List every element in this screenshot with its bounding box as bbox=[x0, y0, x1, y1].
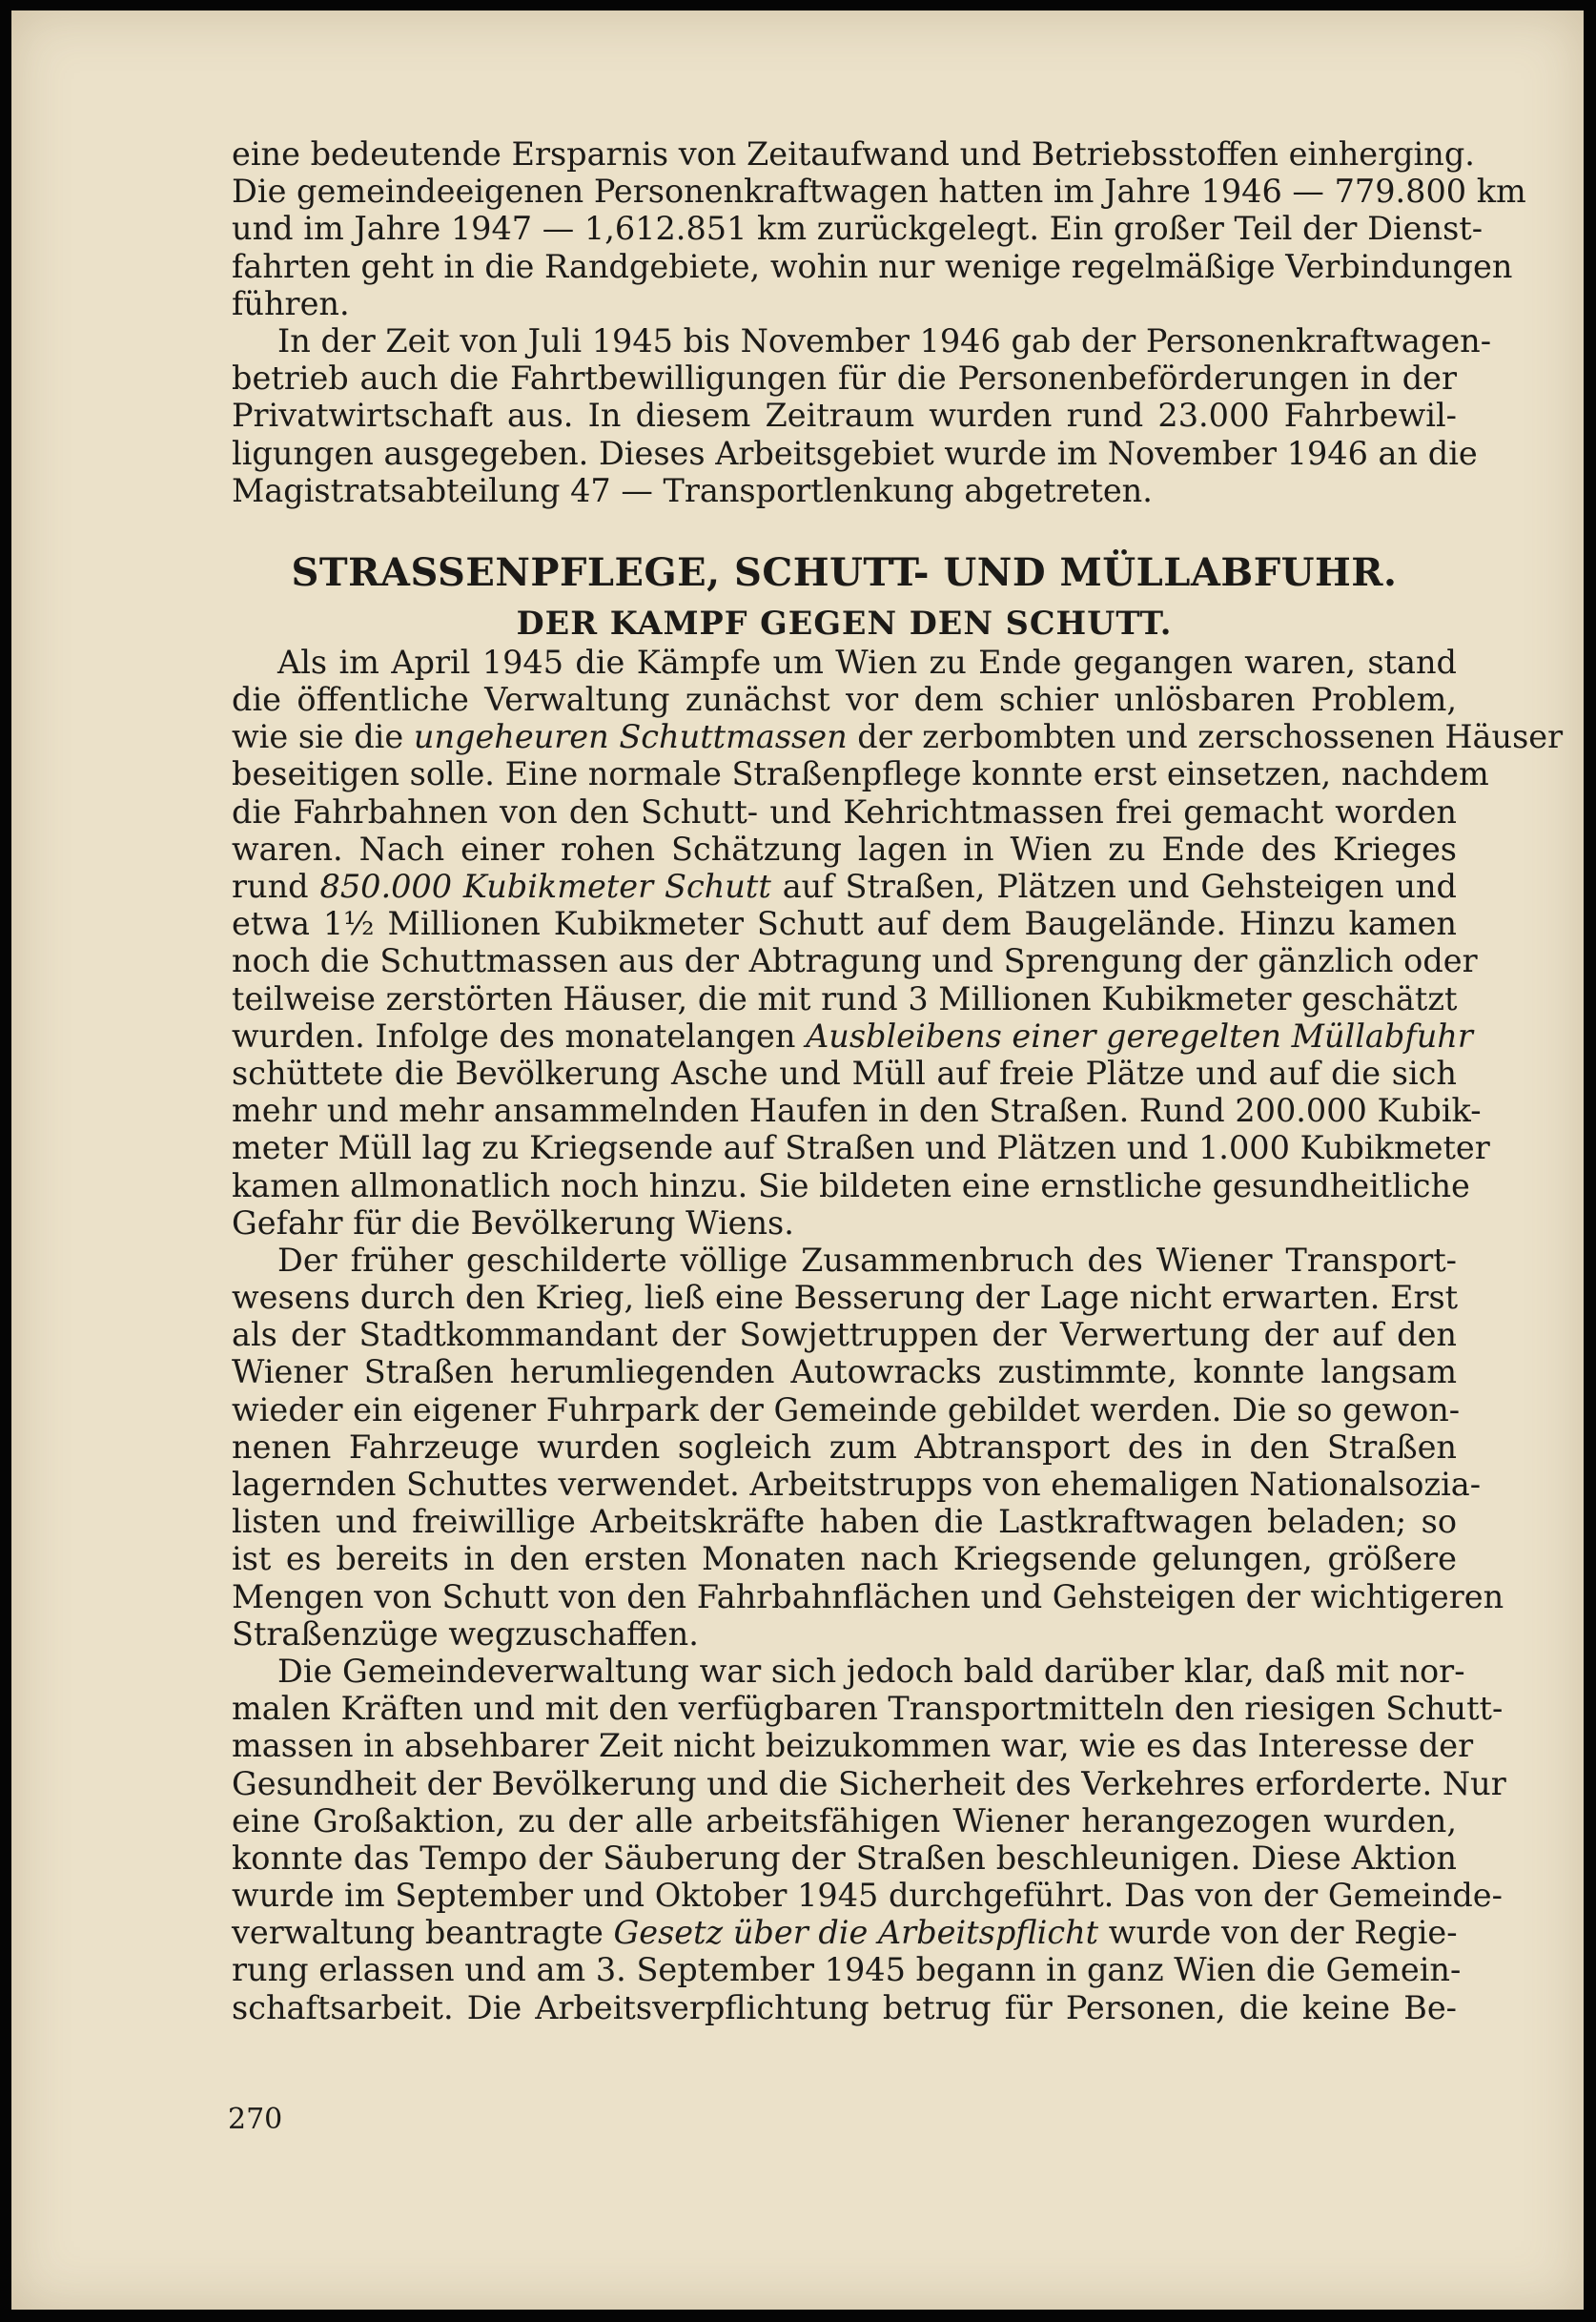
text-run: wurde von der Regie- bbox=[1098, 1914, 1458, 1952]
text-line: kamen allmonatlich noch hinzu. Sie bildeten eine ernstliche gesundheitliche bbox=[232, 1166, 1470, 1204]
text-line: wurde im September und Oktober 1945 durchgeführt. Das von der Gemeinde- bbox=[232, 1877, 1503, 1915]
text-line: wieder ein eigener Fuhrpark der Gemeinde gebildet werden. Die so gewon- bbox=[232, 1390, 1461, 1428]
text-line: Der früher geschilderte völlige Zusammenbruch des Wiener Transport- bbox=[277, 1241, 1457, 1279]
text-line: nenen Fahrzeuge wurden sogleich zum Abtransport des in den Straßen bbox=[232, 1428, 1457, 1466]
text-line: Mengen von Schutt von den Fahrbahnflächen und Gehsteigen der wichtigeren bbox=[232, 1577, 1504, 1615]
text-line: ligungen ausgegeben. Dieses Arbeitsgebiet wurde im November 1946 an die bbox=[232, 434, 1478, 472]
text-line bbox=[232, 718, 1564, 756]
text-line: mehr und mehr ansammelnden Haufen in den Straßen. Rund 200.000 Kubik- bbox=[232, 1092, 1482, 1130]
text-run: wie sie die bbox=[232, 718, 414, 756]
text-run: wurden. Infolge des monatelangen bbox=[232, 1017, 807, 1055]
emphasis-text: Gesetz über die Arbeitspflicht bbox=[613, 1914, 1099, 1952]
text-line: Straßenzüge wegzuschaffen. bbox=[232, 1614, 699, 1653]
text-run: rund bbox=[232, 868, 320, 905]
text-line: Als im April 1945 die Kämpfe um Wien zu Ende gegangen waren, stand bbox=[277, 643, 1457, 681]
text-line: lagernden Schuttes verwendet. Arbeitstrupps von ehemaligen Nationalsozia- bbox=[232, 1466, 1482, 1503]
emphasis-text: 850.000 Kubikmeter Schutt bbox=[319, 868, 771, 905]
text-line: ist es bereits in den ersten Monaten nach Kriegsende gelungen, größere bbox=[232, 1540, 1457, 1578]
page-text bbox=[232, 135, 1564, 2026]
text-line: Privatwirtschaft aus. In diesem Zeitraum wurden rund 23.000 Fahrbewil- bbox=[232, 397, 1457, 435]
text-line: führen. bbox=[232, 284, 350, 322]
text-run: verwaltung beantragte bbox=[232, 1914, 614, 1952]
text-line: Wiener Straßen herumliegenden Autowracks zustimmte, konnte langsam bbox=[232, 1353, 1457, 1391]
section-subheading: DER KAMPF GEGEN DEN SCHUTT. bbox=[516, 604, 1173, 642]
text-line: Gefahr für die Bevölkerung Wiens. bbox=[232, 1203, 794, 1242]
text-line bbox=[232, 1914, 1457, 1951]
emphasis-text: Ausbleibens einer geregelten Müllabfuhr bbox=[806, 1017, 1473, 1055]
emphasis-text: ungeheuren Schuttmassen bbox=[413, 718, 848, 756]
paragraph-arbeitspflicht bbox=[232, 1652, 1506, 2026]
text-line: Magistratsabteilung 47 — Transportlenkung abgetreten. bbox=[232, 471, 1153, 509]
text-line: In der Zeit von Juli 1945 bis November 1946 gab der Personenkraftwagen- bbox=[277, 321, 1492, 360]
text-line: wesens durch den Krieg, ließ eine Besserung der Lage nicht erwarten. Erst bbox=[232, 1279, 1459, 1317]
page-number: 270 bbox=[228, 2103, 283, 2136]
paragraph-transportwesen bbox=[232, 1241, 1504, 1653]
text-line: listen und freiwillige Arbeitskräfte haben die Lastkraftwagen beladen; so bbox=[232, 1503, 1457, 1541]
text-line: noch die Schuttmassen aus der Abtragung und Sprengung der gänzlich oder bbox=[232, 942, 1478, 980]
text-line: teilweise zerstörten Häuser, die mit rund 3 Millionen Kubikmeter geschätzt bbox=[232, 979, 1458, 1017]
text-line: Die gemeindeeigenen Personenkraftwagen hatten im Jahre 1946 — 779.800 km bbox=[232, 173, 1526, 211]
text-line: eine bedeutende Ersparnis von Zeitaufwand und Betriebsstoffen einherging. bbox=[232, 135, 1475, 173]
text-line: malen Kräften und mit den verfügbaren Transportmitteln den riesigen Schutt- bbox=[232, 1690, 1504, 1728]
text-line: rung erlassen und am 3. September 1945 begann in ganz Wien die Gemein- bbox=[232, 1951, 1462, 1989]
paragraph-fahrtbewilligungen bbox=[232, 321, 1492, 509]
text-line: waren. Nach einer rohen Schätzung lagen in Wien zu Ende des Krieges bbox=[232, 830, 1457, 868]
text-line: die Fahrbahnen von den Schutt- und Kehrichtmassen frei gemacht worden bbox=[232, 792, 1457, 831]
text-line bbox=[232, 1017, 1473, 1055]
text-line: schaftsarbeit. Die Arbeitsverpflichtung betrug für Personen, die keine Be- bbox=[232, 1988, 1457, 2026]
paragraph-ersparnis bbox=[232, 135, 1526, 322]
text-line: als der Stadtkommandant der Sowjettruppen der Verwertung der auf den bbox=[232, 1316, 1457, 1354]
text-run: der zerbombten und zerschossenen Häuser bbox=[847, 718, 1564, 756]
text-line: und im Jahre 1947 — 1,612.851 km zurückgelegt. Ein großer Teil der Dienst- bbox=[232, 210, 1483, 248]
text-line: die öffentliche Verwaltung zunächst vor dem schier unlösbaren Problem, bbox=[232, 681, 1457, 719]
text-line: Die Gemeindeverwaltung war sich jedoch bald darüber klar, daß mit nor- bbox=[277, 1652, 1465, 1690]
text-line bbox=[232, 868, 1457, 905]
text-line: beseitigen solle. Eine normale Straßenpflege konnte erst einsetzen, nachdem bbox=[232, 755, 1489, 793]
text-run: auf Straßen, Plätzen und Gehsteigen und bbox=[770, 868, 1458, 905]
text-line: massen in absehbarer Zeit nicht beizukommen war, wie es das Interesse der bbox=[232, 1727, 1474, 1765]
text-line: fahrten geht in die Randgebiete, wohin nur wenige regelmäßige Verbindungen bbox=[232, 247, 1513, 285]
text-line: betrieb auch die Fahrtbewilligungen für die Personenbeförderungen in der bbox=[232, 360, 1457, 398]
text-line: eine Großaktion, zu der alle arbeitsfähigen Wiener herangezogen wurden, bbox=[232, 1801, 1457, 1839]
text-line: Gesundheit der Bevölkerung und die Sicherheit des Verkehres erforderte. Nur bbox=[232, 1764, 1506, 1802]
text-line: schüttete die Bevölkerung Asche und Müll auf freie Plätze und auf die sich bbox=[232, 1054, 1457, 1092]
section-heading: STRASSENPFLEGE, SCHUTT- UND MÜLLABFUHR. bbox=[291, 549, 1398, 595]
text-line: konnte das Tempo der Säuberung der Straßen beschleunigen. Diese Aktion bbox=[232, 1839, 1457, 1877]
paragraph-schuttmassen bbox=[232, 643, 1564, 1242]
text-line: meter Müll lag zu Kriegsende auf Straßen und Plätzen und 1.000 Kubikmeter bbox=[232, 1129, 1490, 1167]
text-line: etwa 1½ Millionen Kubikmeter Schutt auf dem Baugelände. Hinzu kamen bbox=[232, 905, 1457, 943]
